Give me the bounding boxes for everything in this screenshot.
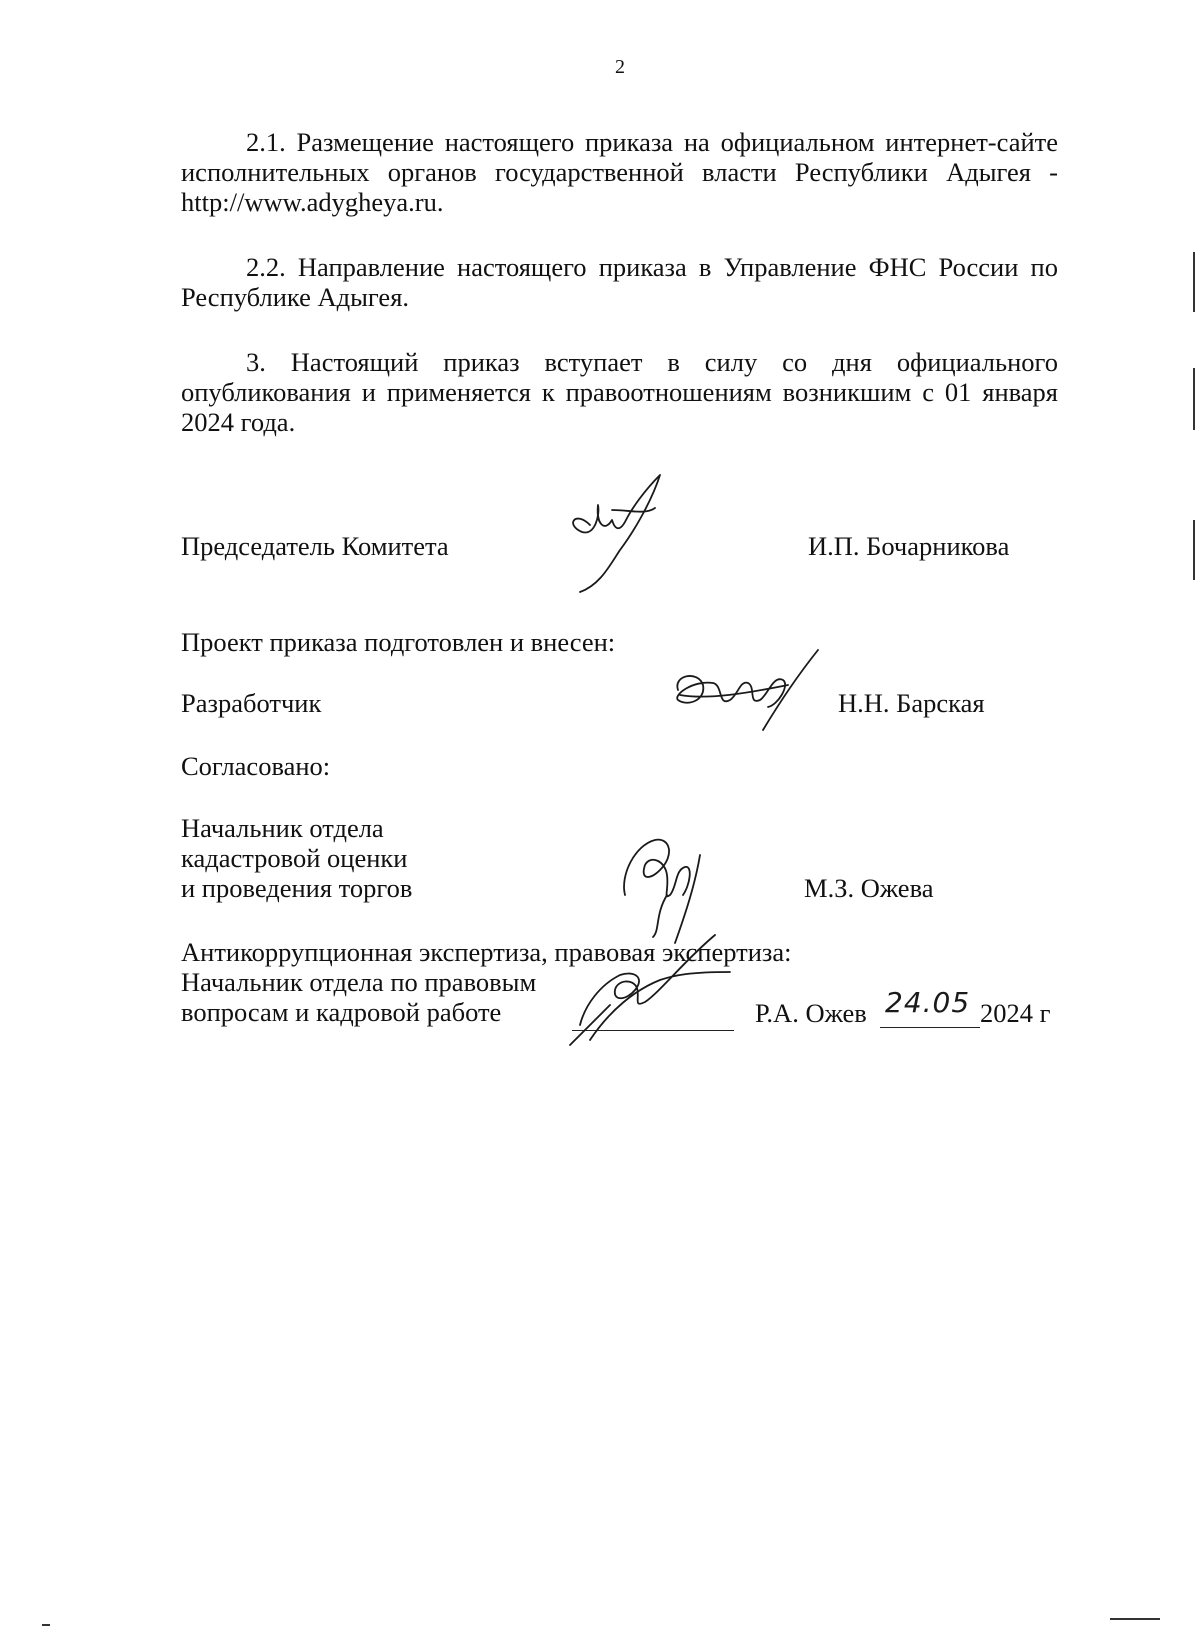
legal-head-line-1: Начальник отдела по правовым bbox=[181, 967, 537, 997]
legal-head-signature bbox=[565, 930, 745, 1050]
scan-mark bbox=[1193, 368, 1195, 430]
paragraph-2-2: 2.2. Направление настоящего приказа в Управление ФНС России по Республике Адыгея. bbox=[181, 252, 1058, 312]
head-dept-line-1: Начальник отдела bbox=[181, 813, 384, 843]
chairman-signature bbox=[560, 470, 680, 595]
developer-signature bbox=[668, 645, 828, 735]
legal-head-line-2: вопросам и кадровой работе bbox=[181, 997, 502, 1027]
scan-mark bbox=[1110, 1618, 1160, 1620]
head-dept-line-2: кадастровой оценки bbox=[181, 843, 408, 873]
chairman-title: Председатель Комитета bbox=[181, 531, 449, 561]
handwritten-date: 24.05 bbox=[885, 986, 971, 1019]
paragraph-3: 3. Настоящий приказ вступает в силу со дня официального опубликования и применяется к правоотношениям возникшим с 01 января 2024 года. bbox=[181, 347, 1058, 437]
legal-head-name: Р.А. Ожев bbox=[755, 998, 867, 1028]
prepared-by-label: Проект приказа подготовлен и внесен: bbox=[181, 627, 616, 657]
date-underline bbox=[880, 1027, 980, 1028]
chairman-name: И.П. Бочарникова bbox=[808, 531, 1010, 561]
paragraph-2-1: 2.1. Размещение настоящего приказа на официальном интернет-сайте исполнительных органов государственной власти Республики Адыгея - http://www.adygheya.ru. bbox=[181, 127, 1058, 217]
developer-title: Разработчик bbox=[181, 688, 322, 718]
agreed-label: Согласовано: bbox=[181, 751, 331, 781]
head-dept-signature bbox=[615, 825, 725, 945]
head-dept-line-3: и проведения торгов bbox=[181, 873, 413, 903]
anticorruption-label: Антикоррупционная экспертиза, правовая экспертиза: bbox=[181, 937, 792, 967]
year-suffix: 2024 г bbox=[980, 998, 1051, 1028]
head-dept-name: М.З. Ожева bbox=[804, 873, 934, 903]
scan-mark bbox=[1193, 252, 1195, 312]
developer-name: Н.Н. Барская bbox=[838, 688, 985, 718]
scan-mark bbox=[42, 1624, 50, 1626]
scan-mark bbox=[1193, 520, 1195, 580]
page-number: 2 bbox=[615, 56, 625, 78]
